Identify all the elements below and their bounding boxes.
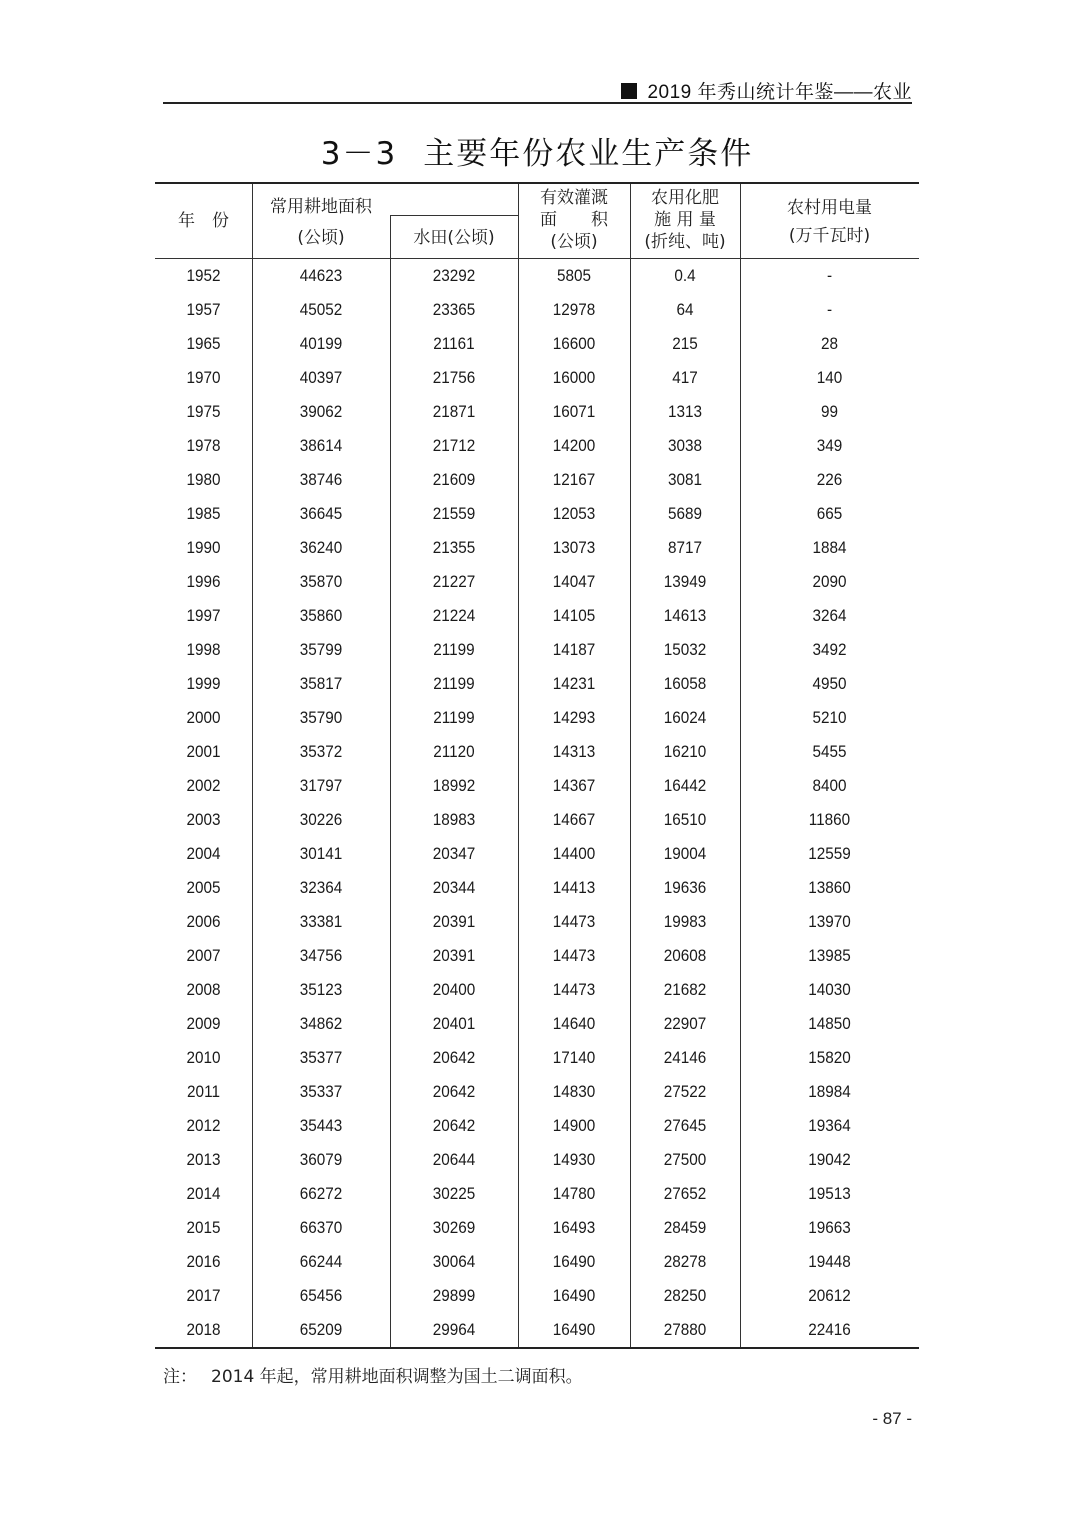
cell-year: 2007 [186, 946, 221, 965]
cell-fertilizer: 13949 [663, 572, 707, 591]
table-row [155, 293, 919, 327]
cell-irrigated: 14830 [552, 1082, 596, 1101]
cell-year: 2002 [186, 776, 221, 795]
cell-fertilizer: 8717 [667, 538, 703, 557]
cell-electricity: 349 [816, 436, 843, 455]
cell-irrigated: 14413 [552, 878, 596, 897]
cell-paddy: 21199 [433, 674, 475, 693]
header-electricity-line2: (万千瓦时) [788, 226, 871, 246]
cell-fertilizer: 16210 [663, 742, 707, 761]
cell-year: 1998 [186, 640, 221, 659]
cell-electricity: 226 [816, 470, 843, 489]
cell-electricity: 18984 [808, 1082, 851, 1101]
cell-electricity: 8400 [812, 776, 847, 795]
cell-fertilizer: 0.4 [674, 266, 696, 285]
cell-electricity: 19448 [808, 1252, 851, 1271]
cell-electricity: 20612 [808, 1286, 851, 1305]
cell-electricity: 22416 [808, 1320, 851, 1339]
note-text: 2014 年起，常用耕地面积调整为国土二调面积。 [211, 1367, 583, 1387]
table-title-text: 主要年份农业生产条件 [423, 136, 754, 172]
black-square-icon [621, 83, 637, 99]
table-row [155, 1143, 919, 1177]
cell-farmland: 65456 [299, 1286, 343, 1305]
cell-farmland: 30141 [299, 844, 343, 863]
table-row [155, 837, 919, 871]
cell-farmland: 40397 [299, 368, 343, 387]
cell-farmland: 31797 [299, 776, 343, 795]
cell-fertilizer: 19983 [663, 912, 707, 931]
cell-fertilizer: 16024 [663, 708, 707, 727]
table-row [155, 565, 919, 599]
cell-fertilizer: 5689 [667, 504, 703, 523]
table-row [155, 259, 919, 293]
cell-irrigated: 14473 [552, 980, 596, 999]
cell-fertilizer: 417 [672, 368, 698, 387]
cell-paddy: 21756 [432, 368, 476, 387]
cell-year: 1952 [186, 266, 221, 285]
cell-farmland: 33381 [299, 912, 343, 931]
cell-paddy: 20347 [432, 844, 476, 863]
cell-year: 2009 [186, 1014, 221, 1033]
cell-paddy: 21871 [432, 402, 476, 421]
cell-year: 1996 [186, 572, 221, 591]
table-row [155, 735, 919, 769]
table-row [155, 1245, 919, 1279]
cell-year: 2005 [186, 878, 221, 897]
cell-farmland: 36240 [299, 538, 343, 557]
cell-farmland: 36645 [299, 504, 343, 523]
cell-paddy: 21120 [433, 742, 475, 761]
cell-year: 1965 [186, 334, 221, 353]
header-year: 年 份 [178, 211, 229, 231]
cell-farmland: 34862 [299, 1014, 343, 1033]
cell-fertilizer: 14613 [663, 606, 707, 625]
cell-irrigated: 14105 [552, 606, 596, 625]
cell-farmland: 38614 [299, 436, 343, 455]
cell-year: 2006 [186, 912, 221, 931]
cell-farmland: 35337 [299, 1082, 343, 1101]
cell-farmland: 35372 [299, 742, 343, 761]
cell-paddy: 21224 [432, 606, 476, 625]
cell-fertilizer: 3038 [667, 436, 703, 455]
cell-irrigated: 16000 [552, 368, 596, 387]
cell-farmland: 35799 [299, 640, 343, 659]
table-row [155, 633, 919, 667]
cell-electricity: 4950 [812, 674, 847, 693]
cell-year: 1970 [186, 368, 221, 387]
cell-paddy: 30064 [432, 1252, 476, 1271]
cell-fertilizer: 27522 [663, 1082, 707, 1101]
cell-paddy: 23365 [432, 300, 476, 319]
cell-irrigated: 16490 [552, 1286, 596, 1305]
header-irrigated-line1: 有效灌溉 [540, 188, 608, 208]
cell-fertilizer: 16510 [663, 810, 707, 829]
cell-electricity: 11860 [808, 810, 851, 829]
cell-fertilizer: 27652 [663, 1184, 707, 1203]
cell-irrigated: 16490 [552, 1252, 596, 1271]
table-row [155, 1279, 919, 1313]
running-head-text-group [621, 77, 912, 104]
header-farmland-line2: (公顷) [297, 228, 345, 248]
cell-irrigated: 14930 [552, 1150, 596, 1169]
cell-irrigated: 14667 [552, 810, 596, 829]
cell-paddy: 29964 [432, 1320, 476, 1339]
cell-fertilizer: 16442 [663, 776, 707, 795]
cell-paddy: 23292 [432, 266, 476, 285]
header-electricity-line1: 农村用电量 [787, 198, 872, 218]
cell-paddy: 20401 [432, 1014, 476, 1033]
cell-electricity: 665 [816, 504, 843, 523]
header-farmland-line1: 常用耕地面积 [270, 197, 372, 217]
cell-farmland: 65209 [299, 1320, 343, 1339]
cell-fertilizer: 21682 [663, 980, 707, 999]
table-row [155, 905, 919, 939]
cell-year: 2014 [186, 1184, 221, 1203]
cell-electricity: 19364 [808, 1116, 851, 1135]
running-head-title: 2019 年秀山统计年鉴——农业 [647, 82, 912, 103]
cell-paddy: 30225 [432, 1184, 476, 1203]
header-irrigated-line2: 面 积 [540, 210, 608, 230]
cell-electricity: 14850 [808, 1014, 851, 1033]
cell-fertilizer: 19004 [663, 844, 707, 863]
cell-paddy: 21199 [433, 640, 475, 659]
cell-year: 1957 [186, 300, 221, 319]
cell-farmland: 30226 [299, 810, 343, 829]
cell-electricity: 2090 [812, 572, 847, 591]
table-note [163, 1362, 583, 1387]
cell-farmland: 34756 [299, 946, 343, 965]
cell-irrigated: 14640 [552, 1014, 596, 1033]
cell-irrigated: 14900 [552, 1116, 596, 1135]
table-bottom-rule [155, 1347, 919, 1349]
cell-farmland: 40199 [299, 334, 343, 353]
cell-electricity: 3264 [812, 606, 847, 625]
table-row [155, 701, 919, 735]
cell-fertilizer: 28278 [663, 1252, 707, 1271]
table-row [155, 973, 919, 1007]
cell-year: 1978 [186, 436, 221, 455]
cell-farmland: 44623 [299, 266, 343, 285]
cell-farmland: 35860 [299, 606, 343, 625]
cell-irrigated: 14047 [552, 572, 596, 591]
cell-year: 2001 [186, 742, 221, 761]
cell-irrigated: 14780 [552, 1184, 596, 1203]
cell-year: 2008 [186, 980, 221, 999]
cell-electricity: 19513 [808, 1184, 851, 1203]
cell-fertilizer: 24146 [663, 1048, 707, 1067]
cell-farmland: 66244 [299, 1252, 343, 1271]
cell-farmland: 35817 [299, 674, 343, 693]
table-row [155, 531, 919, 565]
table-number: 3－3 [320, 136, 398, 172]
cell-irrigated: 16490 [552, 1320, 596, 1339]
cell-fertilizer: 27500 [663, 1150, 707, 1169]
table-row [155, 395, 919, 429]
header-subrule [390, 215, 518, 216]
cell-year: 1997 [186, 606, 221, 625]
header-fertilizer-line2: 施 用 量 [654, 210, 716, 230]
cell-farmland: 36079 [299, 1150, 343, 1169]
cell-year: 2010 [186, 1048, 221, 1067]
cell-irrigated: 17140 [552, 1048, 596, 1067]
table-row [155, 871, 919, 905]
cell-year: 2015 [186, 1218, 221, 1237]
header-fertilizer-line1: 农用化肥 [651, 188, 719, 208]
cell-irrigated: 16600 [552, 334, 596, 353]
cell-electricity: 5210 [812, 708, 847, 727]
cell-paddy: 18992 [432, 776, 476, 795]
table-row [155, 463, 919, 497]
cell-farmland: 35377 [299, 1048, 343, 1067]
cell-fertilizer: 27880 [663, 1320, 707, 1339]
cell-paddy: 21227 [432, 572, 476, 591]
cell-fertilizer: 28459 [663, 1218, 707, 1237]
cell-year: 1999 [186, 674, 221, 693]
table-title [0, 128, 1074, 173]
cell-paddy: 20642 [432, 1082, 476, 1101]
cell-farmland: 35790 [299, 708, 343, 727]
cell-paddy: 20391 [432, 946, 476, 965]
note-label: 注： [163, 1367, 197, 1387]
cell-irrigated: 14313 [552, 742, 596, 761]
cell-fertilizer: 15032 [663, 640, 707, 659]
table-row [155, 1041, 919, 1075]
cell-electricity: 13985 [808, 946, 851, 965]
cell-electricity: - [826, 266, 833, 285]
cell-year: 1990 [186, 538, 221, 557]
cell-fertilizer: 27645 [663, 1116, 707, 1135]
table-row [155, 327, 919, 361]
page-number: - 87 - [872, 1409, 912, 1428]
cell-year: 2013 [186, 1150, 221, 1169]
cell-farmland: 35443 [299, 1116, 343, 1135]
table-row [155, 1313, 919, 1347]
cell-paddy: 20344 [432, 878, 476, 897]
cell-year: 2003 [186, 810, 221, 829]
cell-year: 2011 [187, 1082, 220, 1101]
cell-paddy: 20644 [432, 1150, 476, 1169]
cell-paddy: 20642 [432, 1116, 476, 1135]
header-irrigated-line3: (公顷) [550, 232, 598, 252]
cell-irrigated: 14473 [552, 946, 596, 965]
table-row [155, 1007, 919, 1041]
cell-fertilizer: 64 [676, 300, 694, 319]
cell-electricity: 28 [820, 334, 839, 353]
cell-electricity: 3492 [812, 640, 847, 659]
cell-irrigated: 14473 [552, 912, 596, 931]
cell-year: 1980 [186, 470, 221, 489]
cell-year: 2012 [186, 1116, 221, 1135]
cell-paddy: 21712 [432, 436, 476, 455]
cell-paddy: 21161 [433, 334, 475, 353]
cell-fertilizer: 16058 [663, 674, 707, 693]
cell-electricity: 14030 [808, 980, 851, 999]
table-row [155, 1109, 919, 1143]
table-row [155, 667, 919, 701]
cell-irrigated: 16071 [552, 402, 596, 421]
table-row [155, 939, 919, 973]
table-row [155, 429, 919, 463]
cell-farmland: 66272 [299, 1184, 343, 1203]
cell-electricity: 13860 [808, 878, 851, 897]
cell-electricity: 15820 [808, 1048, 851, 1067]
table-row [155, 1075, 919, 1109]
cell-paddy: 21559 [432, 504, 476, 523]
cell-farmland: 32364 [299, 878, 343, 897]
table-row [155, 361, 919, 395]
table-header [155, 184, 919, 259]
cell-paddy: 21609 [432, 470, 476, 489]
cell-irrigated: 13073 [552, 538, 596, 557]
cell-paddy: 20391 [432, 912, 476, 931]
cell-year: 1975 [186, 402, 221, 421]
cell-paddy: 18983 [432, 810, 476, 829]
table-row [155, 599, 919, 633]
cell-fertilizer: 3081 [667, 470, 703, 489]
cell-paddy: 29899 [432, 1286, 476, 1305]
table-row [155, 497, 919, 531]
cell-electricity: 19663 [808, 1218, 851, 1237]
cell-fertilizer: 1313 [667, 402, 703, 421]
cell-irrigated: 14293 [552, 708, 596, 727]
header-paddy: 水田(公顷) [413, 228, 495, 248]
header-fertilizer-line3: (折纯、吨) [644, 232, 726, 252]
cell-irrigated: 16493 [552, 1218, 596, 1237]
cell-farmland: 35870 [299, 572, 343, 591]
cell-irrigated: 14187 [552, 640, 596, 659]
cell-paddy: 30269 [432, 1218, 476, 1237]
cell-farmland: 39062 [299, 402, 343, 421]
cell-irrigated: 5805 [556, 266, 592, 285]
cell-electricity: 13970 [808, 912, 851, 931]
cell-farmland: 45052 [299, 300, 343, 319]
cell-irrigated: 14367 [552, 776, 596, 795]
cell-irrigated: 12167 [552, 470, 596, 489]
cell-electricity: 19042 [808, 1150, 851, 1169]
table-row [155, 1177, 919, 1211]
cell-paddy: 21355 [432, 538, 476, 557]
cell-irrigated: 14231 [552, 674, 596, 693]
cell-fertilizer: 19636 [663, 878, 707, 897]
cell-electricity: 1884 [812, 538, 847, 557]
cell-year: 2017 [186, 1286, 221, 1305]
table-row [155, 1211, 919, 1245]
cell-fertilizer: 22907 [663, 1014, 707, 1033]
cell-fertilizer: 28250 [663, 1286, 707, 1305]
cell-fertilizer: 20608 [663, 946, 707, 965]
cell-year: 1985 [186, 504, 221, 523]
running-head [163, 76, 912, 104]
cell-irrigated: 14400 [552, 844, 596, 863]
cell-fertilizer: 215 [672, 334, 698, 353]
cell-farmland: 35123 [299, 980, 343, 999]
cell-year: 2016 [186, 1252, 221, 1271]
cell-electricity: 99 [820, 402, 839, 421]
cell-paddy: 20642 [432, 1048, 476, 1067]
cell-electricity: - [826, 300, 833, 319]
cell-farmland: 66370 [299, 1218, 343, 1237]
table-row [155, 769, 919, 803]
cell-paddy: 20400 [432, 980, 476, 999]
cell-electricity: 5455 [812, 742, 847, 761]
cell-irrigated: 14200 [552, 436, 596, 455]
cell-farmland: 38746 [299, 470, 343, 489]
table-row [155, 803, 919, 837]
cell-irrigated: 12053 [552, 504, 596, 523]
cell-paddy: 21199 [433, 708, 475, 727]
cell-electricity: 12559 [808, 844, 851, 863]
cell-electricity: 140 [816, 368, 843, 387]
cell-year: 2004 [186, 844, 221, 863]
cell-irrigated: 12978 [552, 300, 596, 319]
cell-year: 2018 [186, 1320, 221, 1339]
cell-year: 2000 [186, 708, 221, 727]
